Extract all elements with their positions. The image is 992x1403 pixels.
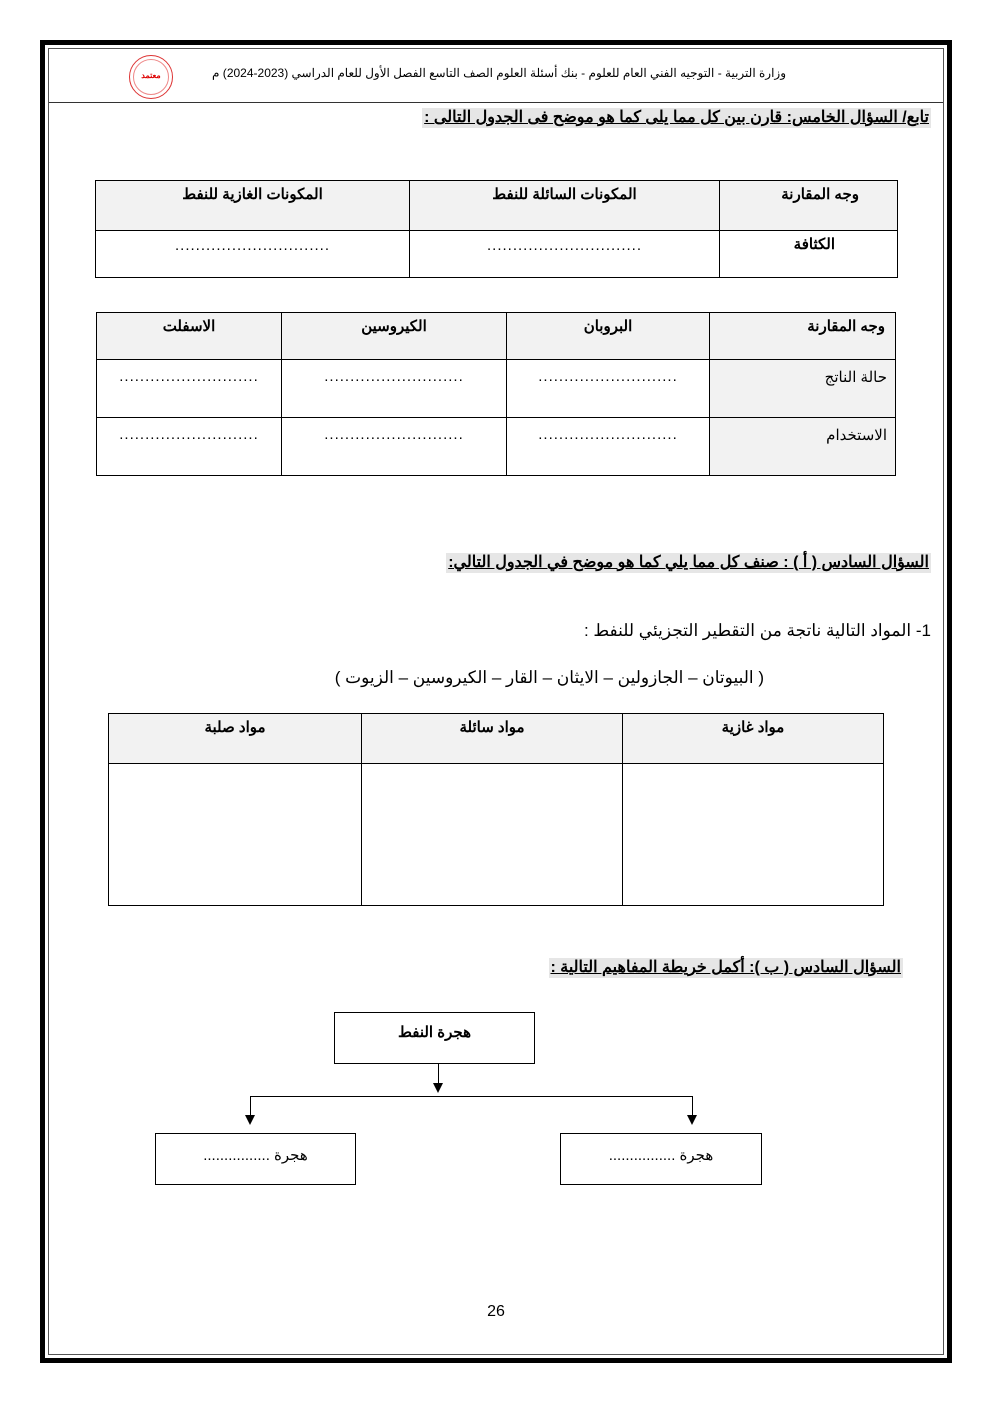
table-header: وجه المقارنة — [720, 181, 898, 231]
table-header: البروبان — [507, 313, 710, 360]
q6a-title: السؤال السادس ( أ ) : صنف كل مما يلي كما هو موضح في الجدول التالي: — [448, 554, 929, 571]
answer-blank[interactable]: ........................... — [282, 360, 507, 418]
answer-blank[interactable]: ........................... — [97, 360, 282, 418]
row-label: حالة الناتج — [710, 360, 896, 418]
table-header: مواد سائلة — [362, 714, 623, 764]
q5-comparison-table-2 — [96, 312, 896, 476]
table-header: وجه المقارنة — [710, 313, 896, 360]
connector-line — [250, 1096, 251, 1116]
answer-blank[interactable]: ........................... — [507, 360, 710, 418]
q5-comparison-table-1 — [95, 180, 898, 278]
answer-cell-liquid[interactable] — [362, 764, 623, 906]
answer-blank[interactable]: .............................. — [96, 231, 410, 278]
table-header: مواد صلبة — [109, 714, 362, 764]
concept-right-box[interactable] — [560, 1133, 762, 1185]
row-label: الكثافة — [720, 231, 898, 278]
connector-line — [438, 1064, 439, 1084]
answer-blank[interactable]: ........................... — [507, 418, 710, 476]
q6b-title: السؤال السادس ( ب ): أكمل خريطة المفاهيم التالية : — [550, 959, 901, 976]
q5-title: تابع/ السؤال الخامس: قارن بين كل مما يلى كما هو موضح فى الجدول التالى : — [424, 109, 929, 126]
page-number: 26 — [487, 1303, 505, 1320]
concept-right-label: هجرة ................ — [608, 1147, 714, 1164]
connector-line — [250, 1096, 693, 1097]
answer-blank[interactable]: ........................... — [97, 418, 282, 476]
answer-cell-solid[interactable] — [109, 764, 362, 906]
arrow-down-icon — [245, 1115, 255, 1125]
table-header: الاسفلت — [97, 313, 282, 360]
page-header — [49, 49, 943, 103]
q6a-classification-table — [108, 713, 884, 906]
arrow-down-icon — [433, 1083, 443, 1093]
header-title: وزارة التربية - التوجيه الفني العام للعلوم - بنك أسئلة العلوم الصف التاسع الفصل الأول للعام الدراسي (2023-2024) م — [212, 66, 786, 80]
concept-root-label: هجرة النفط — [398, 1024, 471, 1041]
concept-root-box — [334, 1012, 535, 1064]
connector-line — [692, 1096, 693, 1116]
table-header: المكونات الغازية للنفط — [96, 181, 410, 231]
arrow-down-icon — [687, 1115, 697, 1125]
q6a-instruction: 1- المواد التالية ناتجة من التقطير التجزيئي للنفط : — [583, 621, 931, 640]
answer-cell-gas[interactable] — [623, 764, 884, 906]
table-header: المكونات السائلة للنفط — [410, 181, 720, 231]
official-stamp-icon — [129, 55, 173, 99]
row-label: الاستخدام — [710, 418, 896, 476]
table-header: مواد غازية — [623, 714, 884, 764]
stamp-label: معتمد — [141, 71, 161, 80]
answer-blank[interactable]: ........................... — [282, 418, 507, 476]
answer-blank[interactable]: .............................. — [410, 231, 720, 278]
q6a-items-list: ( البيوتان – الجازولين – الايثان – القار – الكيروسين – الزيوت ) — [334, 668, 764, 687]
table-header: الكيروسين — [282, 313, 507, 360]
concept-left-box[interactable] — [155, 1133, 356, 1185]
concept-left-label: هجرة ................ — [203, 1147, 308, 1164]
